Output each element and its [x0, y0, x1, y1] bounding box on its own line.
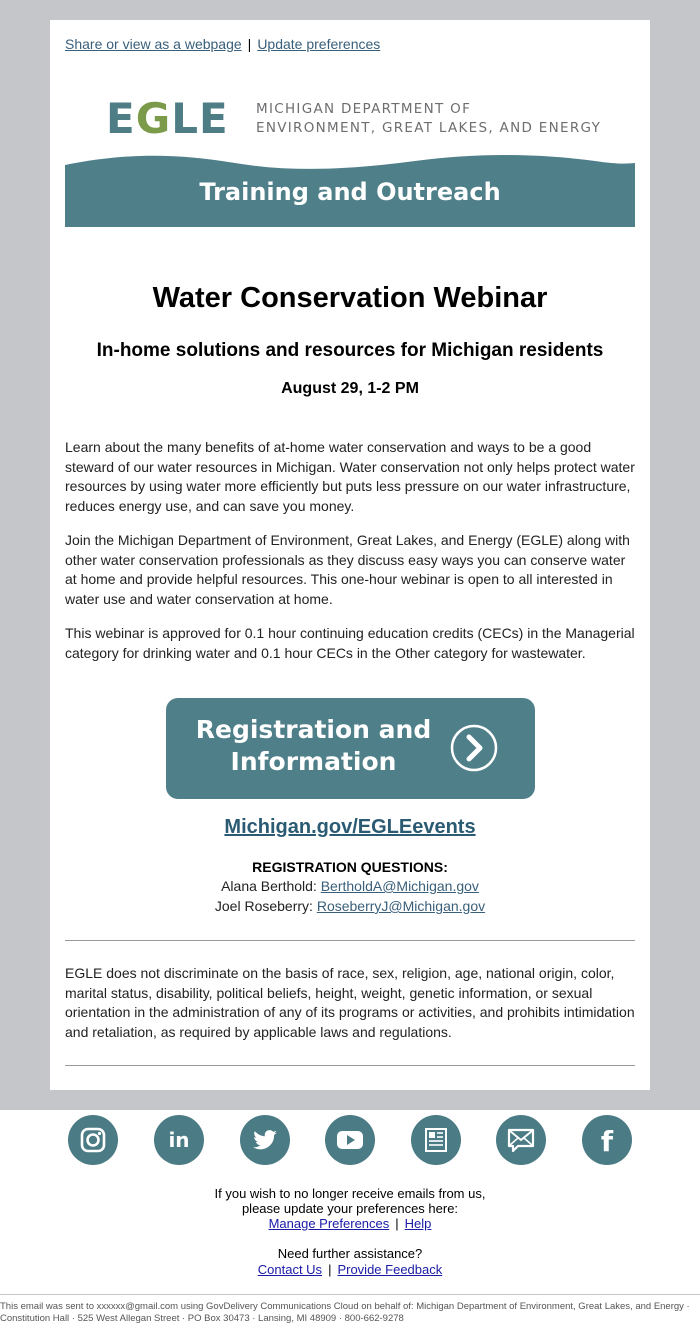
footer-divider: [0, 1294, 700, 1295]
chevron-right-icon: [450, 724, 498, 772]
non-discrimination-statement: EGLE does not discriminate on the basis of race, sex, religion, age, national origin, color, marital status, disability, political beliefs, height, weight, genetic information, or sexual orientation in the administration of any of its programs or activities, and prohibits intimidation and retaliation, as required by applicable laws and regulations.: [65, 965, 635, 1040]
manage-preferences-link[interactable]: Manage Preferences: [268, 1216, 390, 1231]
registration-button-line1: Registration and: [195, 715, 432, 744]
agency-name-line2: ENVIRONMENT, GREAT LAKES, AND ENERGY: [256, 120, 602, 136]
update-preferences-link[interactable]: Update preferences: [257, 36, 381, 52]
egle-events-link[interactable]: Michigan.gov/EGLEevents: [224, 816, 476, 838]
top-links: [65, 36, 380, 52]
registration-questions-heading: REGISTRATION QUESTIONS:: [252, 859, 448, 875]
contact-roseberry: [50, 898, 650, 914]
contact-name: Joel Roseberry:: [214, 898, 317, 914]
agency-name: [256, 100, 616, 138]
provide-feedback-link[interactable]: Provide Feedback: [337, 1262, 443, 1277]
preferences-links: [0, 1216, 700, 1232]
youtube-link[interactable]: [325, 1115, 375, 1165]
newsletter-icon: [411, 1115, 461, 1165]
banner-title: Training and Outreach: [199, 178, 501, 206]
facebook-icon: [582, 1115, 632, 1165]
share-webpage-link[interactable]: Share or view as a webpage: [65, 36, 242, 52]
page-subtitle: In-home solutions and resources for Michigan residents: [96, 340, 604, 361]
assistance-links: [0, 1262, 700, 1278]
contact-us-link[interactable]: Contact Us: [257, 1262, 323, 1277]
page-title: Water Conservation Webinar: [152, 282, 548, 314]
registration-button[interactable]: [166, 698, 535, 799]
youtube-icon: [325, 1115, 375, 1165]
join-paragraph: Join the Michigan Department of Environment, Great Lakes, and Energy (EGLE) along with other water conservation professionals as they discuss easy ways you can conserve water at home and provide helpful resources. This one-hour webinar is open to all interested in water use and water conservation at home.: [65, 532, 630, 607]
facebook-link[interactable]: [582, 1115, 632, 1165]
roseberry-email-link[interactable]: RoseberryJ@Michigan.gov: [316, 898, 486, 914]
assistance-text: Need further assistance?: [277, 1246, 423, 1261]
contact-berthold: [50, 878, 650, 894]
link-separator: |: [247, 36, 252, 52]
registration-button-line2: Information: [230, 747, 397, 776]
egle-wordmark: EGLE: [106, 94, 229, 143]
cec-paragraph: This webinar is approved for 0.1 hour continuing education credits (CECs) in the Managerial category for drinking water and 0.1 hour CECs in the Other category for wastewater.: [65, 625, 635, 661]
instagram-link[interactable]: [68, 1115, 118, 1165]
agency-name-line1: MICHIGAN DEPARTMENT OF: [256, 101, 472, 117]
newsletter-link[interactable]: [411, 1115, 461, 1165]
divider: [65, 940, 635, 941]
unsubscribe-line1: If you wish to no longer receive emails from us,: [214, 1186, 486, 1201]
link-separator: |: [328, 1262, 332, 1277]
twitter-link[interactable]: [240, 1115, 290, 1165]
email-link[interactable]: [496, 1115, 546, 1165]
contact-name: Alana Berthold:: [221, 878, 321, 894]
link-separator: |: [395, 1216, 399, 1231]
twitter-icon: [240, 1115, 290, 1165]
divider: [65, 1065, 635, 1066]
linkedin-icon: [154, 1115, 204, 1165]
events-link-wrapper: [50, 816, 650, 839]
intro-paragraph: Learn about the many benefits of at-home water conservation and ways to be a good steward of our water resources in Michigan. Water conservation not only helps protect water resources by using water more efficiently but puts less pressure on our water infrastructure, reduces energy use, and can save you money.: [65, 439, 635, 514]
footer-fine-print: This email was sent to xxxxxx@gmail.com using GovDelivery Communications Cloud on behalf of: Michigan Department of Environment, Great Lakes, and Energy · Constitution Hall · 525 West Allegan Street · PO Box 30473 · Lansing, MI 48909 · 800-662-9278: [0, 1301, 690, 1324]
training-banner: [65, 155, 635, 227]
svg-text:f: f: [600, 1125, 614, 1158]
svg-text:in: in: [168, 1128, 190, 1152]
registration-button-label: [186, 714, 441, 778]
email-icon: [496, 1115, 546, 1165]
instagram-icon: [68, 1115, 118, 1165]
help-link[interactable]: Help: [404, 1216, 432, 1231]
berthold-email-link[interactable]: BertholdA@Michigan.gov: [320, 878, 479, 894]
unsubscribe-line2: please update your preferences here:: [241, 1201, 459, 1216]
event-date: August 29, 1-2 PM: [281, 380, 419, 397]
email-card: [50, 20, 650, 1090]
linkedin-link[interactable]: [154, 1115, 204, 1165]
